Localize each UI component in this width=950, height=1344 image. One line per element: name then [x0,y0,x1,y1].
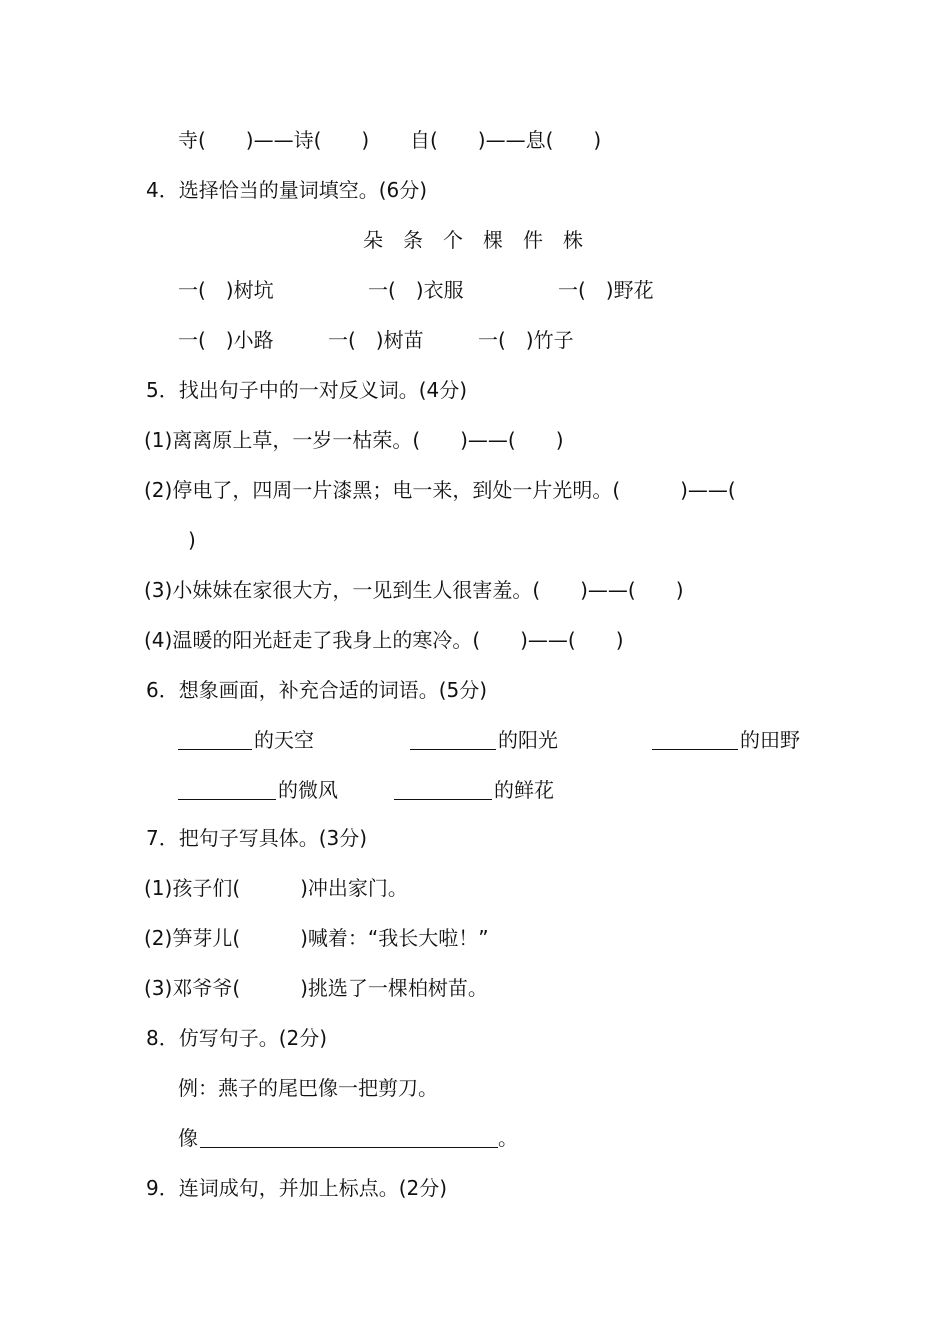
q6-phrase: 的天空 [254,728,314,752]
q9-heading [0,1173,950,1203]
q5-sentence-3 [0,575,950,605]
q6-row-2 [0,775,950,805]
q3-pair-2: 自( )——息( ) [410,128,602,152]
q4-row-2 [0,325,950,355]
q4-heading-text: 4．选择恰当的量词填空。(6分) [146,178,428,202]
q7-heading-text: 7．把句子写具体。(3分) [146,826,368,850]
q4-word-bank-text: 朵 条 个 棵 件 株 [363,228,583,252]
q5-sentence-4 [0,625,950,655]
q5-sentence-1 [0,425,950,455]
q4-heading [0,175,950,205]
q4-item: 一( )树苗 [328,328,424,352]
answer-blank[interactable] [652,749,738,750]
q6-heading-text: 6．想象画面，补充合适的词语。(5分) [146,678,488,702]
answer-blank[interactable] [410,749,496,750]
q5-sentence-text: (3)小妹妹在家很大方，一见到生人很害羞。( )——( ) [144,578,684,602]
q7-sentence-text: (1)孩子们( )冲出家门。 [144,876,408,900]
q5-sentence-text: ) [188,528,196,552]
q8-example-text: 例：燕子的尾巴像一把剪刀。 [178,1076,438,1100]
q4-row-1 [0,275,950,305]
q7-sentence-3 [0,973,950,1003]
q4-word-bank [0,225,950,255]
q7-sentence-text: (2)笋芽儿( )喊着：“我长大啦！” [144,926,489,950]
q3-pair-1: 寺( )——诗( ) [178,128,370,152]
q7-sentence-2 [0,923,950,953]
q8-answer-row [0,1123,950,1153]
q7-sentence-text: (3)邓爷爷( )挑选了一棵柏树苗。 [144,976,488,1000]
q8-end-punct: 。 [498,1126,518,1150]
q9-heading-text: 9．连词成句，并加上标点。(2分) [146,1176,448,1200]
q6-phrase: 的田野 [740,728,800,752]
q4-item: 一( )小路 [178,328,274,352]
q8-prompt-text: 像 [178,1126,198,1150]
q4-item: 一( )衣服 [368,278,464,302]
q5-sentence-text: (2)停电了，四周一片漆黑；电一来，到处一片光明。( )——( [144,478,736,502]
q8-heading-text: 8．仿写句子。(2分) [146,1026,328,1050]
q6-phrase: 的鲜花 [494,778,554,802]
q5-heading [0,375,950,405]
q7-sentence-1 [0,873,950,903]
q5-sentence-text: (1)离离原上草，一岁一枯荣。( )——( ) [144,428,564,452]
answer-blank[interactable] [178,799,276,800]
q6-phrase: 的阳光 [498,728,558,752]
answer-blank[interactable] [200,1147,498,1148]
q8-heading [0,1023,950,1053]
q5-sentence-text: (4)温暖的阳光赶走了我身上的寒冷。( )——( ) [144,628,624,652]
q5-heading-text: 5．找出句子中的一对反义词。(4分) [146,378,468,402]
q6-heading [0,675,950,705]
q5-sentence-2 [0,475,950,505]
q4-item: 一( )竹子 [478,328,574,352]
answer-blank[interactable] [178,749,252,750]
q6-row-1 [0,725,950,755]
q3-tail-row [0,125,950,155]
answer-blank[interactable] [394,799,492,800]
q8-example [0,1073,950,1103]
q4-item: 一( )野花 [558,278,654,302]
q5-sentence-2-continued [0,525,950,555]
q7-heading [0,823,950,853]
q6-phrase: 的微风 [278,778,338,802]
q4-item: 一( )树坑 [178,278,274,302]
